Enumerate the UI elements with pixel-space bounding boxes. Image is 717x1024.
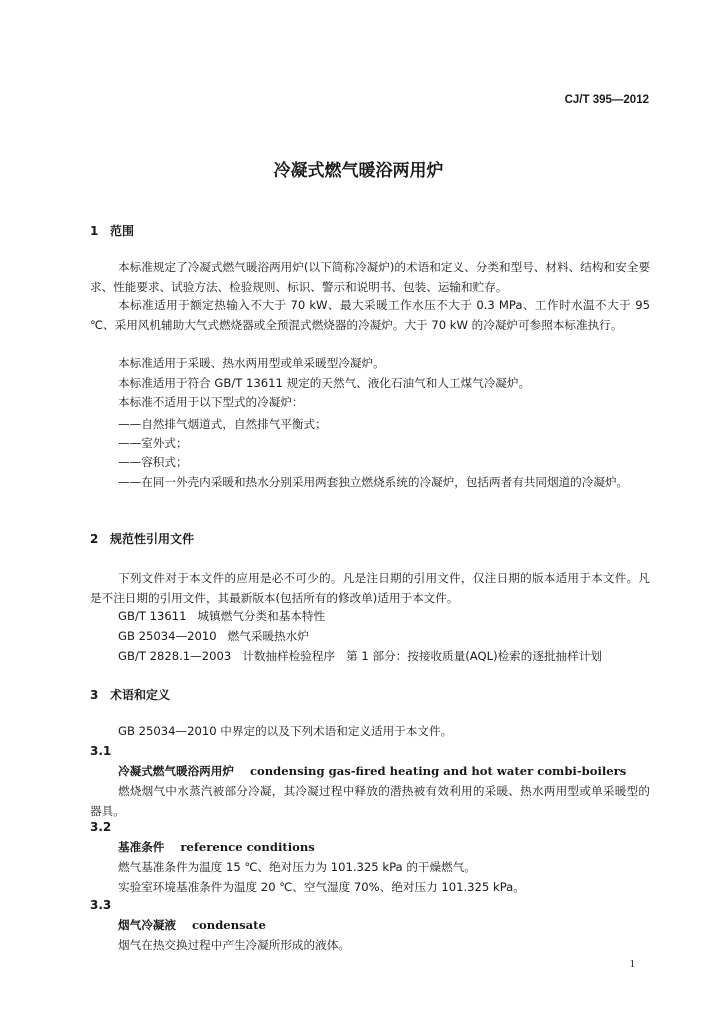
reference-item: GB/T 13611 城镇燃气分类和基本特性: [118, 609, 326, 623]
term-en: condensing gas-fired heating and hot water combi-boilers: [249, 764, 627, 778]
term-zh: 冷凝式燃气暖浴两用炉: [118, 764, 234, 778]
paragraph: 本标准适用于采暖、热水两用型或单采暖型冷凝炉。: [118, 356, 385, 370]
term-entry: [118, 763, 626, 779]
section-2-heading: [90, 530, 194, 547]
term-zh: 基准条件: [118, 840, 165, 854]
reference-item: GB 25034—2010 燃气采暖热水炉: [118, 629, 309, 643]
paragraph: 下列文件对于本文件的应用是必不可少的。凡是注日期的引用文件，仅注日期的版本适用于本文件。凡是不注日期的引用文件，其最新版本(包括所有的修改单)适用于本文件。: [90, 571, 650, 605]
paragraph: 本标准规定了冷凝式燃气暖浴两用炉(以下简称冷凝炉)的术语和定义、分类和型号、材料、结构和安全要求、性能要求、试验方法、检验规则、标识、警示和说明书、包装、运输和贮存。: [90, 260, 650, 294]
standard-number: CJ/T 395—2012: [564, 94, 649, 106]
term-definition: 烟气在热交换过程中产生冷凝所形成的液体。: [118, 938, 350, 952]
paragraph: GB 25034—2010 中界定的以及下列术语和定义适用于本文件。: [118, 724, 453, 738]
reference-item: GB/T 2828.1—2003 计数抽样检验程序 第 1 部分：按接收质量(AQL)检索的逐批抽样计划: [118, 649, 602, 663]
term-entry: [118, 839, 315, 855]
clause-number: 3.3: [90, 898, 112, 912]
term-zh: 烟气冷凝液: [118, 918, 176, 932]
page-number: 1: [629, 958, 635, 970]
section-3-heading: [90, 686, 170, 703]
paragraph: 本标准不适用于以下型式的冷凝炉：: [118, 395, 304, 409]
section-number: 3: [90, 688, 99, 702]
term-en: reference conditions: [180, 840, 315, 854]
list-item: ——在同一外壳内采暖和热水分别采用两套独立燃烧系统的冷凝炉，包括两者有共同烟道的冷凝炉。: [118, 475, 629, 489]
section-title: 术语和定义: [110, 688, 171, 702]
list-item: ——自然排气烟道式，自然排气平衡式；: [118, 417, 327, 431]
term-definition: 燃烧烟气中水蒸汽被部分冷凝，其冷凝过程中释放的潜热被有效利用的采暖、热水两用型或单采暖型的器具。: [90, 784, 650, 818]
section-1-heading: [90, 222, 134, 239]
term-en: condensate: [191, 918, 266, 932]
section-number: 1: [90, 224, 99, 238]
document-title: 冷凝式燃气暖浴两用炉: [273, 161, 444, 181]
term-definition: 实验室环境基准条件为温度 20 ℃、空气湿度 70%、绝对压力 101.325 kPa。: [118, 880, 525, 894]
term-entry: [118, 917, 266, 933]
paragraph: 本标准适用于符合 GB/T 13611 规定的天然气、液化石油气和人工煤气冷凝炉。: [118, 376, 531, 390]
section-title: 规范性引用文件: [110, 532, 195, 546]
clause-number: 3.1: [90, 744, 112, 758]
paragraph: 本标准适用于额定热输入不大于 70 kW、最大采暖工作水压不大于 0.3 MPa、工作时水温不大于 95 ℃、采用风机辅助大气式燃烧器或全预混式燃烧器的冷凝炉。大于 70 kW 的冷凝炉可参照本标准执行。: [90, 298, 650, 332]
list-item: ——容积式；: [118, 455, 188, 469]
section-number: 2: [90, 532, 99, 546]
list-item: ——室外式；: [118, 436, 188, 450]
section-title: 范围: [110, 224, 135, 238]
term-definition: 燃气基准条件为温度 15 ℃、绝对压力为 101.325 kPa 的干燥燃气。: [118, 860, 476, 874]
clause-number: 3.2: [90, 820, 112, 834]
